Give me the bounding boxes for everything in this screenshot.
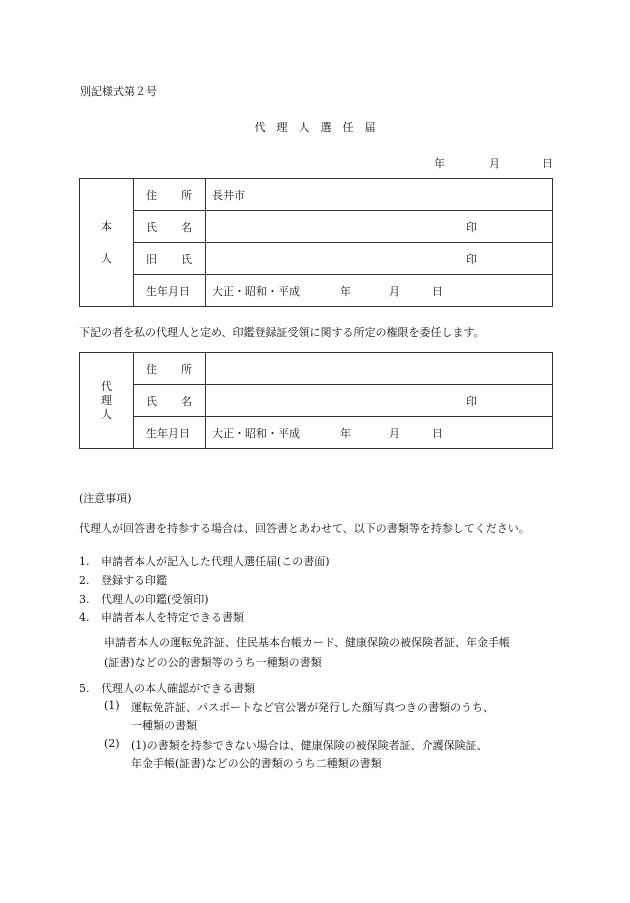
era-options: 大正・昭和・平成 <box>212 426 300 440</box>
list-text: 申請者本人を特定できる書類 <box>101 611 244 624</box>
delegation-text: 下記の者を私の代理人と定め、印鑑登録証受領に関する所定の権限を委任します。 <box>79 326 485 339</box>
page-title: 代理人選任届 <box>254 121 387 134</box>
list-number: 1. <box>79 555 90 568</box>
agent-group-char: 理 <box>101 393 112 407</box>
month-label: 月 <box>389 284 400 298</box>
agent-birth-label <box>134 417 206 449</box>
list-item <box>79 609 244 625</box>
list-item <box>79 591 209 607</box>
date-line <box>434 155 554 169</box>
label-char: 所 <box>181 188 192 202</box>
sub2-line1: (1)の書類を持参できない場合は、健康保険の被保険者証、介護保険証、 <box>131 739 488 752</box>
date-year-label: 年 <box>434 157 445 170</box>
seal-mark: 印 <box>466 252 477 266</box>
agent-group-label <box>80 353 134 449</box>
seal-mark: 印 <box>466 220 477 234</box>
principal-former-name-field[interactable] <box>206 243 553 275</box>
label-char: 所 <box>181 362 192 376</box>
label-char: 名 <box>181 220 192 234</box>
list-text: 申請者本人が記入した代理人選任届(この書面) <box>101 555 330 568</box>
agent-group-char: 人 <box>101 407 112 421</box>
item4-detail-line2: (証書)などの公的書類等のうち一種類の書類 <box>104 656 322 669</box>
sub1-line2: 一種類の書類 <box>131 719 197 732</box>
principal-group-char: 本 <box>101 219 112 233</box>
label-char: 名 <box>181 394 192 408</box>
form-number: 別記様式第２号 <box>80 85 157 98</box>
item4-detail-line1: 申請者本人の運転免許証、住民基本台帳カード、健康保険の被保険者証、年金手帳 <box>104 636 511 649</box>
sub2-number: (2) <box>104 737 120 750</box>
agent-address-label <box>134 353 206 385</box>
sub2-line2: 年金手帳(証書)などの公的書類のうち二種類の書類 <box>131 757 382 770</box>
agent-name-field[interactable] <box>206 385 553 417</box>
principal-group-label <box>80 179 134 307</box>
principal-name-label <box>134 211 206 243</box>
principal-address-value: 長井市 <box>212 188 245 202</box>
day-label: 日 <box>432 284 443 298</box>
label-char: 氏 <box>146 394 157 408</box>
notes-heading: (注意事項) <box>79 492 132 505</box>
notes-intro: 代理人が回答書を持参する場合は、回答書とあわせて、以下の書類等を持参してください。 <box>79 522 530 535</box>
principal-birth-label <box>134 275 206 307</box>
year-label: 年 <box>340 426 351 440</box>
principal-group-char: 人 <box>101 251 112 265</box>
day-label: 日 <box>432 426 443 440</box>
list-number: 5. <box>79 682 90 695</box>
month-label: 月 <box>389 426 400 440</box>
label-char: 住 <box>146 188 157 202</box>
principal-table <box>79 178 553 307</box>
agent-table <box>79 352 553 449</box>
label-char: 住 <box>146 362 157 376</box>
principal-former-name-label <box>134 243 206 275</box>
label-text: 生年月日 <box>146 426 190 440</box>
agent-name-label <box>134 385 206 417</box>
list-item <box>79 572 167 588</box>
label-char: 氏 <box>146 220 157 234</box>
principal-address-label <box>134 179 206 211</box>
year-label: 年 <box>340 284 351 298</box>
sub1-line1: 運転免許証、パスポートなど官公署が発行した顔写真つきの書類のうち、 <box>131 701 494 714</box>
list-number: 4. <box>79 611 90 624</box>
agent-birth-field[interactable] <box>206 417 553 449</box>
era-options: 大正・昭和・平成 <box>212 284 300 298</box>
agent-address-field[interactable] <box>206 353 553 385</box>
list-text: 登録する印鑑 <box>101 574 167 587</box>
principal-address-field[interactable] <box>206 179 553 211</box>
date-month-label: 月 <box>489 157 500 170</box>
label-char: 氏 <box>181 252 192 266</box>
label-char: 旧 <box>146 252 157 266</box>
label-text: 生年月日 <box>146 284 190 298</box>
seal-mark: 印 <box>466 394 477 408</box>
principal-birth-field[interactable] <box>206 275 553 307</box>
date-day-label: 日 <box>542 157 553 170</box>
list-text: 代理人の本人確認ができる書類 <box>101 682 255 695</box>
list-item <box>79 553 330 569</box>
list-item <box>79 680 255 696</box>
agent-group-char: 代 <box>101 379 112 393</box>
list-text: 代理人の印鑑(受領印) <box>101 593 209 606</box>
list-number: 2. <box>79 574 90 587</box>
sub1-number: (1) <box>104 699 120 712</box>
list-number: 3. <box>79 593 90 606</box>
principal-name-field[interactable] <box>206 211 553 243</box>
